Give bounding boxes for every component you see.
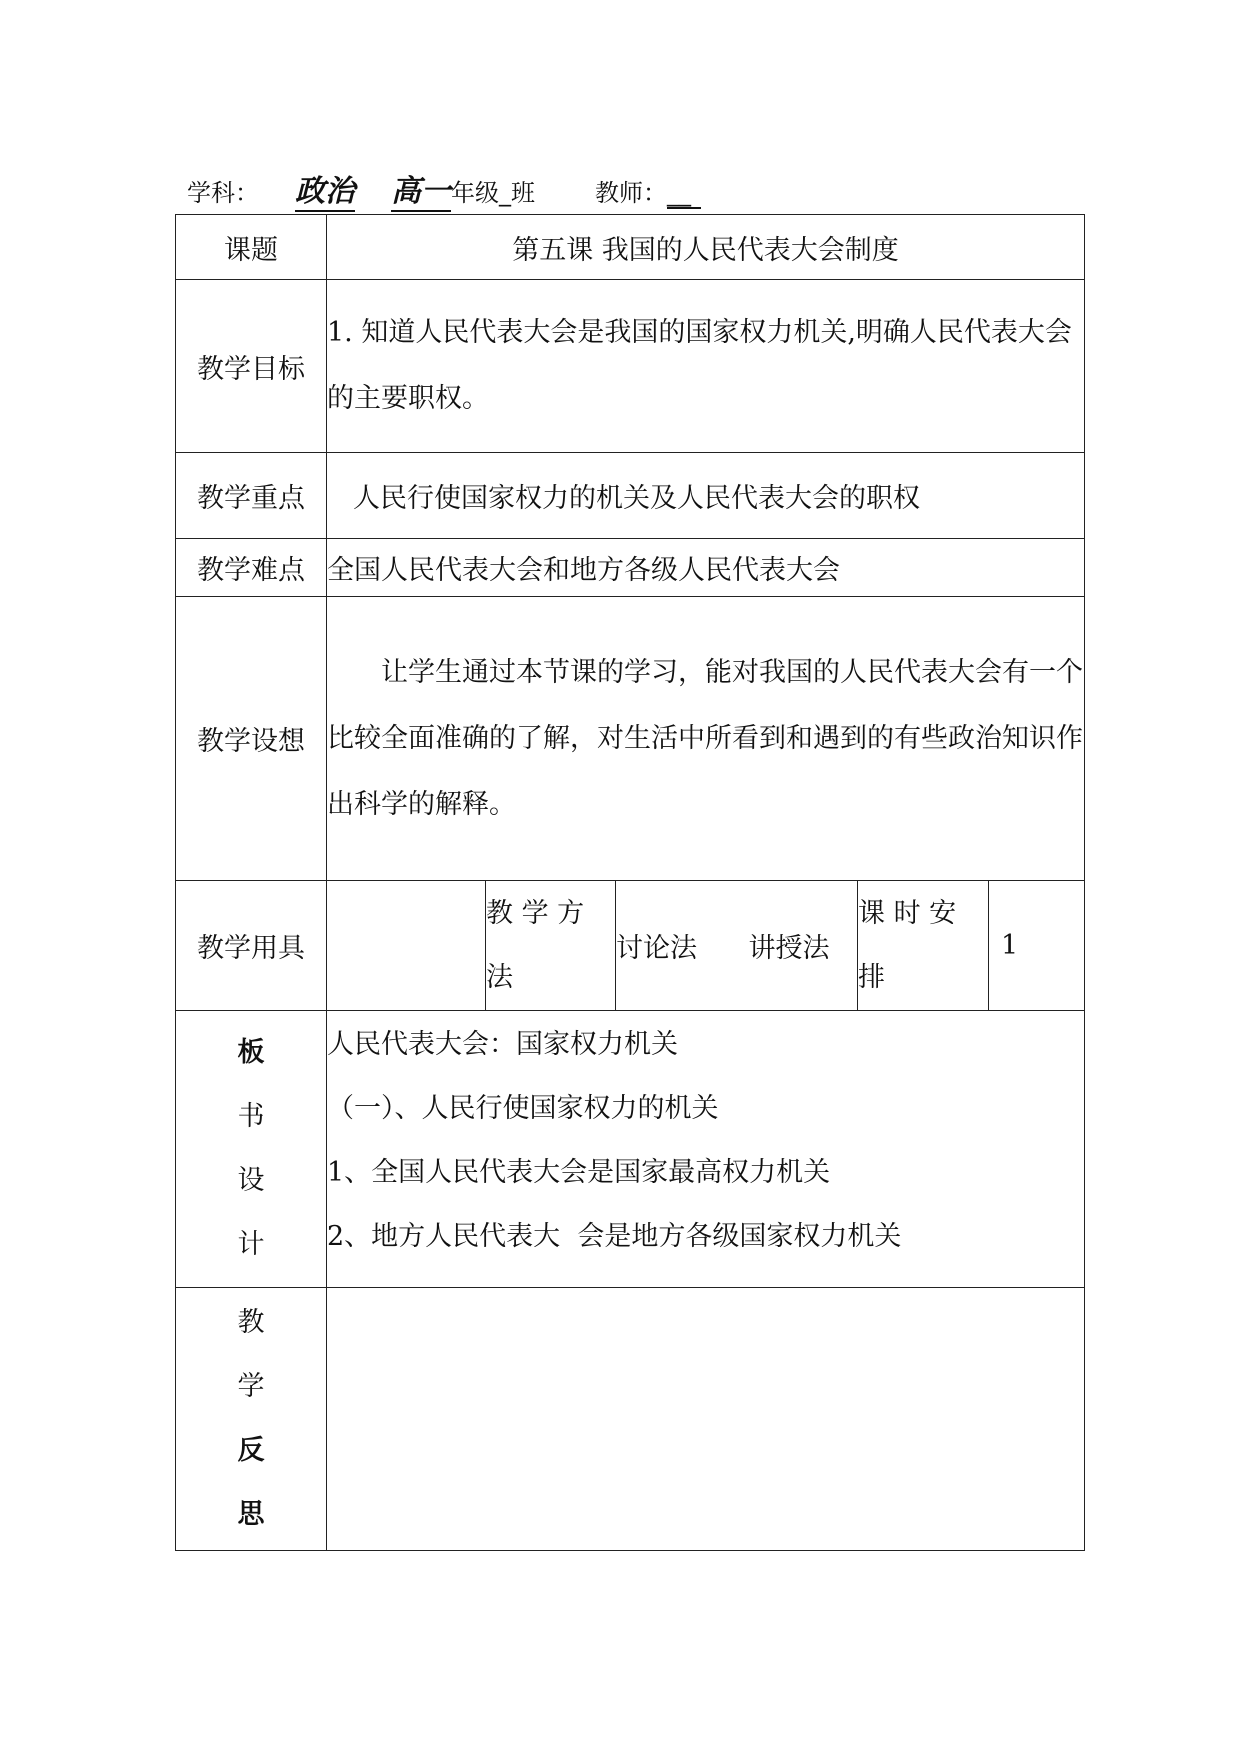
tools-label: 教学用具 xyxy=(176,881,327,1011)
hours-value: 1 xyxy=(989,881,1085,1011)
reflection-label xyxy=(176,1288,327,1551)
board-label xyxy=(176,1011,327,1288)
row-reflection xyxy=(176,1288,1085,1551)
subject-label: 学科： xyxy=(187,179,259,207)
difficulty-label: 教学难点 xyxy=(176,539,327,597)
board-line: （一）、人民行使国家权力的机关 xyxy=(327,1093,719,1124)
board-line: 1、全国人民代表大会是国家最高权力机关 xyxy=(327,1157,831,1188)
row-goal xyxy=(176,280,1085,453)
board-label-char: 设 xyxy=(237,1165,265,1196)
board-line: 人民代表大会：国家权力机关 xyxy=(327,1029,678,1060)
idea-value: 让学生通过本节课的学习，能对我国的人民代表大会有一个比较全面准确的了解，对生活中所看到和遇到的有些政治知识作出科学的解释。 xyxy=(327,597,1085,881)
difficulty-value: 全国人民代表大会和地方各级人民代表大会 xyxy=(327,539,1085,597)
reflection-label-char: 反 xyxy=(237,1435,265,1466)
teacher-value: __ xyxy=(667,179,701,209)
row-idea xyxy=(176,597,1085,881)
subject-value: 政治 xyxy=(295,166,355,212)
topic-label: 课题 xyxy=(176,215,327,280)
row-topic xyxy=(176,215,1085,280)
method-label: 教 学 方 法 xyxy=(486,881,616,1011)
board-content xyxy=(327,1011,1085,1288)
goal-label: 教学目标 xyxy=(176,280,327,453)
reflection-value xyxy=(327,1288,1085,1551)
row-board xyxy=(176,1011,1085,1288)
teacher-label: 教师： xyxy=(595,179,667,207)
lesson-plan-table xyxy=(175,214,1085,1551)
idea-label: 教学设想 xyxy=(176,597,327,881)
board-label-char: 书 xyxy=(237,1101,265,1132)
board-line: 2、地方人民代表大 会是地方各级国家权力机关 xyxy=(327,1221,902,1252)
key-value: 人民行使国家权力的机关及人民代表大会的职权 xyxy=(327,453,1085,539)
tools-value xyxy=(327,881,486,1011)
reflection-label-char: 思 xyxy=(237,1499,265,1530)
row-difficulty xyxy=(176,539,1085,597)
board-label-char: 计 xyxy=(237,1229,265,1260)
grade-suffix: 年级_班 xyxy=(451,179,535,207)
hours-label: 课 时 安 排 xyxy=(858,881,989,1011)
goal-value: 1. 知道人民代表大会是我国的国家权力机关,明确人民代表大会的主要职权。 xyxy=(327,280,1085,453)
reflection-label-char: 学 xyxy=(237,1371,265,1402)
method-value: 讨论法 讲授法 xyxy=(616,881,858,1011)
row-key xyxy=(176,453,1085,539)
reflection-label-char: 教 xyxy=(237,1307,265,1338)
row-tools xyxy=(176,881,1085,1011)
topic-value: 第五课 我国的人民代表大会制度 xyxy=(327,215,1085,280)
key-label: 教学重点 xyxy=(176,453,327,539)
board-label-char: 板 xyxy=(237,1037,265,1068)
grade-value: 高一 xyxy=(391,166,451,212)
page-header xyxy=(187,166,701,209)
